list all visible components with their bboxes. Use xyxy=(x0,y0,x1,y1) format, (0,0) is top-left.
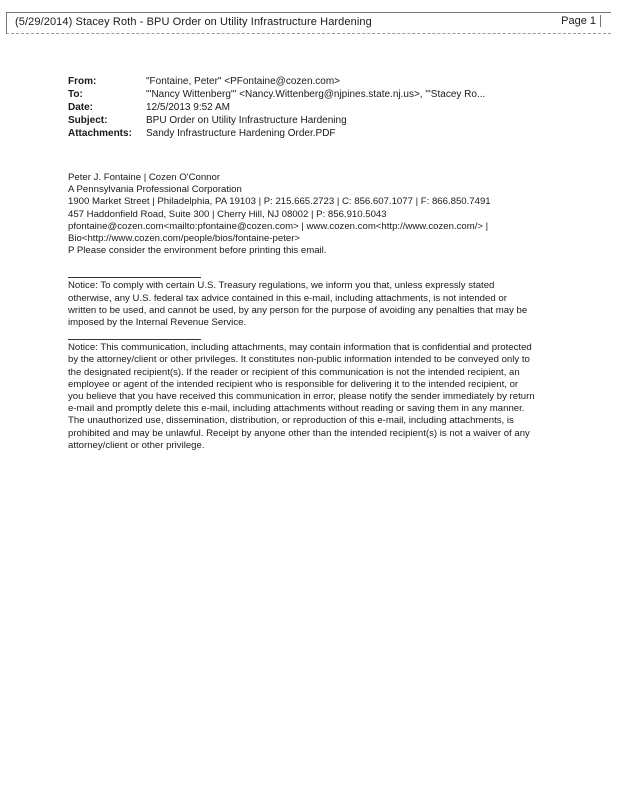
signature-bio: Bio<http://www.cozen.com/people/bios/fontaine-peter> xyxy=(68,233,300,245)
date-label: Date: xyxy=(68,102,94,113)
email-body xyxy=(68,172,608,452)
from-value: "Fontaine, Peter" <PFontaine@cozen.com> xyxy=(146,76,341,87)
date-value: 12/5/2013 9:52 AM xyxy=(146,102,230,113)
email-metadata xyxy=(68,75,485,140)
subject-value: BPU Order on Utility Infrastructure Hardening xyxy=(146,115,347,126)
to-value: "'Nancy Wittenberg'" <Nancy.Wittenberg@njpines.state.nj.us>, "'Stacey Ro... xyxy=(146,89,486,100)
to-row xyxy=(68,88,485,101)
attachments-label: Attachments: xyxy=(68,128,132,139)
subject-label: Subject: xyxy=(68,115,108,126)
from-row xyxy=(68,75,485,88)
signature-email-web: pfontaine@cozen.com<mailto:pfontaine@cozen.com> | www.cozen.com<http://www.cozen.com/> | xyxy=(68,220,489,232)
treasury-notice: Notice: To comply with certain U.S. Treasury regulations, we inform you that, unless expressly stated otherwise, any U.S. federal tax advice contained in this e-mail, including attachments, is not intended or written to be used, and cannot be used, by any person for the purpose of avoiding any penalties that may be imposed by the Internal Revenue Service. xyxy=(68,280,528,329)
attachments-row xyxy=(68,127,485,140)
header-title: (5/29/2014) Stacey Roth - BPU Order on Utility Infrastructure Hardening xyxy=(15,16,372,28)
confidentiality-notice: Notice: This communication, including attachments, may contain information that is confidential and protected by the attorney/client or other privileges. It constitutes non-public information intended to be conveyed only to the designated recipient(s). If the reader or recipient of this communication is not the intended recipient, an employee or agent of the intended recipient who is responsible for delivering it to the intended recipient, or you believe that you have received this communication in error, please notify the sender immediately by return e-mail and promptly delete this e-mail, including attachments without reading or saving them in any manner. The unauthorized use, dissemination, distribution, or reproduction of this e-mail, including attachments, is prohibited and may be unlawful. Receipt by anyone other than the intended recipient(s) is not a waiver of any attorney/client or other privilege. xyxy=(68,342,535,451)
divider xyxy=(68,277,201,278)
signature-firm: A Pennsylvania Professional Corporation xyxy=(68,184,242,196)
page-number: Page 1 xyxy=(561,15,601,27)
environment-note: P Please consider the environment before printing this email. xyxy=(68,245,327,257)
from-label: From: xyxy=(68,76,97,87)
divider xyxy=(68,339,201,340)
page-header xyxy=(6,12,611,34)
signature-name: Peter J. Fontaine | Cozen O'Connor xyxy=(68,172,221,183)
signature-philadelphia-address: 1900 Market Street | Philadelphia, PA 19103 | P: 215.665.2723 | C: 856.607.1077 | F: 866.850.7491 xyxy=(68,196,491,208)
to-label: To: xyxy=(68,89,83,100)
subject-row xyxy=(68,114,485,127)
date-row xyxy=(68,101,485,114)
attachments-value: Sandy Infrastructure Hardening Order.PDF xyxy=(146,128,336,139)
signature-cherry-hill-address: 457 Haddonfield Road, Suite 300 | Cherry Hill, NJ 08002 | P: 856.910.5043 xyxy=(68,208,387,220)
